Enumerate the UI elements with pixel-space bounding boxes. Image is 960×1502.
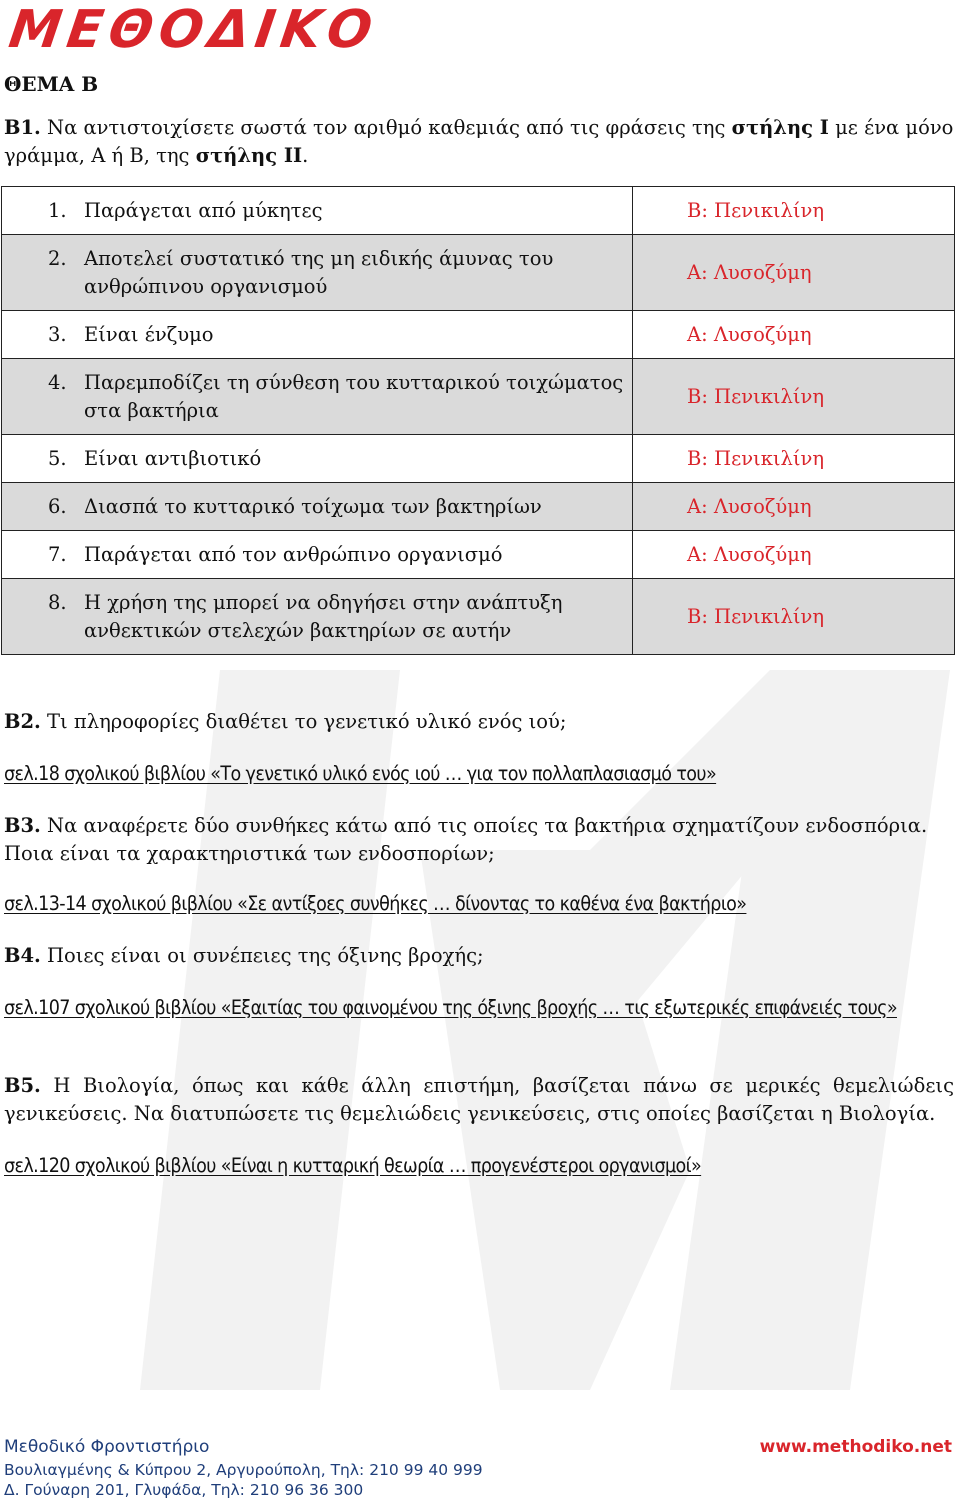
b1-prompt-bold-2: στήλης ΙΙ	[195, 144, 303, 167]
answer-cell: Β: Πενικιλίνη	[633, 187, 955, 235]
row-text: Παράγεται από μύκητες	[84, 198, 323, 222]
question-cell	[2, 235, 633, 311]
question-cell	[2, 311, 633, 359]
question-cell	[2, 435, 633, 483]
answer-cell: Β: Πενικιλίνη	[633, 579, 955, 655]
row-number: 2.	[48, 246, 67, 270]
row-text: Είναι ένζυμο	[84, 322, 214, 346]
b1-prompt-bold-1: στήλης Ι	[731, 116, 829, 139]
row-number: 4.	[48, 370, 67, 394]
row-number: 8.	[48, 590, 67, 614]
table-row	[2, 579, 955, 655]
answer-cell: Α: Λυσοζύμη	[633, 531, 955, 579]
b5-answer: σελ.120 σχολικού βιβλίου «Είναι η κυτταρική θεωρία … προγενέστεροι οργανισμοί»	[4, 1154, 702, 1177]
row-text: Είναι αντιβιοτικό	[84, 446, 262, 470]
row-text: Αποτελεί συστατικό της μη ειδικής άμυνας του ανθρώπινου οργανισμού	[84, 246, 554, 298]
b2-label: Β2.	[4, 710, 41, 733]
row-number: 7.	[48, 542, 67, 566]
b4-question	[4, 942, 954, 970]
row-number: 1.	[48, 198, 67, 222]
footer-url-link[interactable]: www.methodiko.net	[759, 1437, 952, 1457]
answer-cell: Β: Πενικιλίνη	[633, 359, 955, 435]
answer-cell: Α: Λυσοζύμη	[633, 311, 955, 359]
b3-answer: σελ.13-14 σχολικού βιβλίου «Σε αντίξοες συνθήκες … δίνοντας το καθένα ένα βακτήριο»	[4, 892, 747, 915]
table-row	[2, 359, 955, 435]
row-number: 3.	[48, 322, 67, 346]
table-row	[2, 311, 955, 359]
b3-question-text: Να αναφέρετε δύο συνθήκες κάτω από τις οποίες τα βακτήρια σχηματίζουν ενδοσπόρια. Ποια είναι τα χαρακτηριστικά των ενδοσπορίων;	[4, 814, 928, 865]
section-title: ΘΕΜΑ Β	[4, 72, 99, 96]
b4-label: Β4.	[4, 944, 41, 967]
footer-address-1: Βουλιαγμένης & Κύπρου 2, Αργυρούπολη, Τηλ: 210 99 40 999	[4, 1461, 483, 1479]
brand-logo-text: ΜΕΘΟΔΙΚΟ	[5, 0, 382, 60]
row-text: Παρεμποδίζει τη σύνθεση του κυτταρικού τοιχώματος στα βακτήρια	[84, 370, 624, 422]
b1-prompt-text-2: με ένα μόνο γράμμα, Α ή Β, της	[4, 116, 954, 167]
b1-label: Β1.	[4, 116, 41, 139]
table-row	[2, 531, 955, 579]
answer-cell: Β: Πενικιλίνη	[633, 435, 955, 483]
question-cell	[2, 483, 633, 531]
b1-prompt-text-1: Να αντιστοιχίσετε σωστά τον αριθμό καθεμιάς από τις φράσεις της	[40, 116, 732, 139]
b2-answer: σελ.18 σχολικού βιβλίου «Το γενετικό υλικό ενός ιού … για τον πολλαπλασιασμό του»	[4, 762, 717, 785]
b5-label: Β5.	[4, 1074, 41, 1097]
table-row	[2, 187, 955, 235]
row-text: Διασπά το κυτταρικό τοίχωμα των βακτηρίων	[84, 494, 542, 518]
answer-cell: Α: Λυσοζύμη	[633, 235, 955, 311]
b1-prompt	[4, 114, 954, 170]
b2-question-text: Τι πληροφορίες διαθέτει το γενετικό υλικό ενός ιού;	[40, 710, 567, 733]
question-cell	[2, 531, 633, 579]
brand-logo	[5, 0, 382, 60]
b4-question-text: Ποιες είναι οι συνέπειες της όξινης βροχής;	[40, 944, 484, 967]
footer-name: Μεθοδικό Φροντιστήριο	[4, 1437, 210, 1457]
b5-question	[4, 1072, 954, 1128]
question-cell	[2, 187, 633, 235]
answer-cell: Α: Λυσοζύμη	[633, 483, 955, 531]
b5-question-text: Η Βιολογία, όπως και κάθε άλλη επιστήμη, βασίζεται πάνω σε μερικές θεμελιώδεις γενικεύσεις. Να διατυπώσετε τις θεμελιώδεις γενικεύσεις, στις οποίες βασίζεται η Βιολογία.	[4, 1074, 954, 1125]
table-row	[2, 235, 955, 311]
b3-question	[4, 812, 954, 868]
matching-table	[1, 186, 955, 655]
row-number: 6.	[48, 494, 67, 518]
row-text: Παράγεται από τον ανθρώπινο οργανισμό	[84, 542, 503, 566]
b3-label: Β3.	[4, 814, 41, 837]
b4-answer: σελ.107 σχολικού βιβλίου «Εξαιτίας του φαινομένου της όξινης βροχής … τις εξωτερικές επιφάνειές τους»	[4, 996, 897, 1019]
row-number: 5.	[48, 446, 67, 470]
question-cell	[2, 359, 633, 435]
b2-question	[4, 708, 954, 736]
row-text: Η χρήση της μπορεί να οδηγήσει στην ανάπτυξη ανθεκτικών στελεχών βακτηρίων σε αυτήν	[84, 590, 563, 642]
b1-prompt-text-3: .	[302, 144, 309, 167]
table-row	[2, 435, 955, 483]
question-cell	[2, 579, 633, 655]
table-row	[2, 483, 955, 531]
footer-address-2: Δ. Γούναρη 201, Γλυφάδα, Τηλ: 210 96 36 300	[4, 1481, 364, 1499]
